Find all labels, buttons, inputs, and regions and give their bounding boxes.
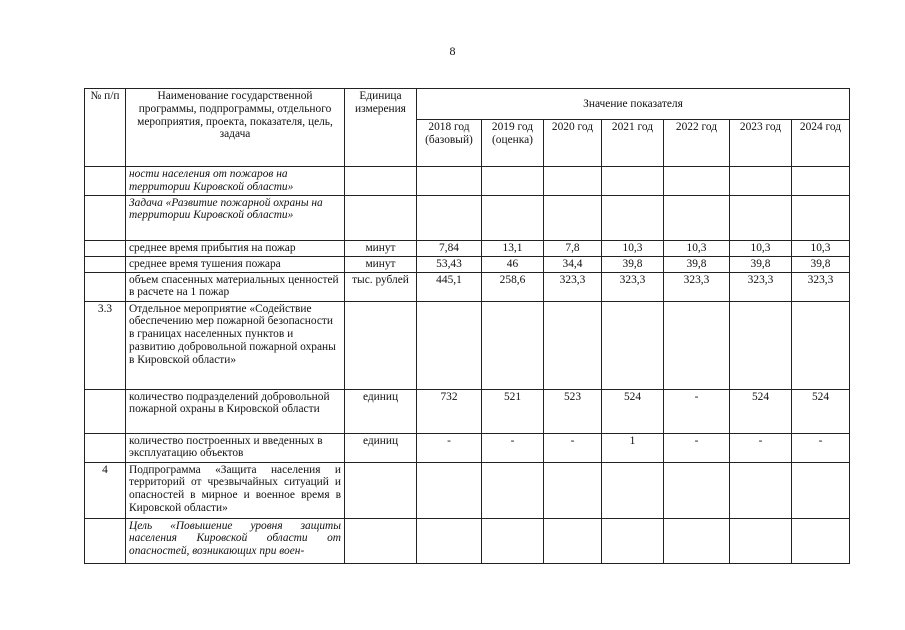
header-year: 2022 год [664, 120, 730, 167]
header-year: 2024 год [792, 120, 850, 167]
row-name: объем спасенных материальных ценностей в расчете на 1 пожар [126, 272, 345, 301]
row-value [792, 167, 850, 196]
table-row [85, 167, 850, 196]
row-value: 39,8 [730, 256, 792, 272]
row-name: ности населения от пожаров на территории Кировской области» [126, 167, 345, 196]
row-value: 323,3 [602, 272, 664, 301]
row-value: - [730, 433, 792, 462]
header-year: 2019 год (оценка) [482, 120, 544, 167]
row-value: 39,8 [792, 256, 850, 272]
row-value: 7,8 [544, 240, 602, 256]
row-num: 4 [85, 462, 126, 518]
row-value [602, 518, 664, 563]
row-unit: минут [345, 256, 417, 272]
row-num [85, 256, 126, 272]
row-unit [345, 301, 417, 389]
row-value: 13,1 [482, 240, 544, 256]
row-value [544, 167, 602, 196]
row-value: 523 [544, 389, 602, 433]
row-unit: единиц [345, 433, 417, 462]
row-value [602, 462, 664, 518]
row-value [482, 462, 544, 518]
row-value [482, 195, 544, 240]
row-value [792, 462, 850, 518]
table-row [85, 462, 850, 518]
row-value [482, 301, 544, 389]
row-value [544, 518, 602, 563]
row-num [85, 167, 126, 196]
row-value: 323,3 [544, 272, 602, 301]
row-unit: тыс. рублей [345, 272, 417, 301]
row-value [544, 301, 602, 389]
row-value: 732 [417, 389, 482, 433]
row-name: Подпрограмма «Защита населения и территорий от чрезвычайных ситуаций и опасностей в мирное и военное время в Кировской области» [126, 462, 345, 518]
row-value [482, 518, 544, 563]
row-value: 524 [602, 389, 664, 433]
row-name: количество построенных и введенных в эксплуатацию объектов [126, 433, 345, 462]
row-name: Задача «Развитие пожарной охраны на территории Кировской области» [126, 195, 345, 240]
header-unit: Единица измерения [345, 89, 417, 167]
table-row [85, 195, 850, 240]
row-value [730, 301, 792, 389]
row-value: - [417, 433, 482, 462]
row-unit [345, 462, 417, 518]
row-num [85, 389, 126, 433]
row-value [417, 167, 482, 196]
row-value [602, 167, 664, 196]
row-name: среднее время тушения пожара [126, 256, 345, 272]
row-name: среднее время прибытия на пожар [126, 240, 345, 256]
row-value: 53,43 [417, 256, 482, 272]
row-value: 39,8 [664, 256, 730, 272]
row-value: 10,3 [602, 240, 664, 256]
row-unit: единиц [345, 389, 417, 433]
header-year: 2018 год (базовый) [417, 120, 482, 167]
table-row [85, 389, 850, 433]
header-num: № п/п [85, 89, 126, 167]
row-value: 524 [730, 389, 792, 433]
row-value: 323,3 [730, 272, 792, 301]
row-num [85, 240, 126, 256]
row-unit [345, 518, 417, 563]
table-row [85, 256, 850, 272]
row-value [664, 518, 730, 563]
table-row [85, 240, 850, 256]
table-row [85, 301, 850, 389]
indicators-table [84, 88, 850, 564]
row-value [482, 167, 544, 196]
row-value: 10,3 [792, 240, 850, 256]
header-name: Наименование государственной программы, подпрограммы, отдельного мероприятия, проекта, показателя, цель, задача [126, 89, 345, 167]
table-row [85, 433, 850, 462]
row-value: 7,84 [417, 240, 482, 256]
row-value [602, 195, 664, 240]
header-year: 2020 год [544, 120, 602, 167]
row-num [85, 272, 126, 301]
row-value: 39,8 [602, 256, 664, 272]
row-value: - [664, 389, 730, 433]
row-value: 10,3 [664, 240, 730, 256]
row-num [85, 518, 126, 563]
row-value [417, 518, 482, 563]
row-value: 34,4 [544, 256, 602, 272]
row-name: Отдельное мероприятие «Содействие обеспечению мер пожарной безопасности в границах населенных пунктов и развитию добровольной пожарной охраны в Кировской области» [126, 301, 345, 389]
page-number: 8 [449, 44, 456, 58]
table-row [85, 518, 850, 563]
row-value: - [544, 433, 602, 462]
row-num [85, 195, 126, 240]
row-name: количество подразделений добровольной пожарной охраны в Кировской области [126, 389, 345, 433]
row-value: 10,3 [730, 240, 792, 256]
row-value [417, 301, 482, 389]
row-value [730, 462, 792, 518]
row-name: Цель «Повышение уровня защиты населения Кировской области от опасностей, возникающих при воен- [126, 518, 345, 563]
row-value [544, 195, 602, 240]
row-unit [345, 167, 417, 196]
row-unit [345, 195, 417, 240]
row-value: 1 [602, 433, 664, 462]
row-value: 46 [482, 256, 544, 272]
row-value [544, 462, 602, 518]
header-year: 2023 год [730, 120, 792, 167]
row-value: 445,1 [417, 272, 482, 301]
row-value: 258,6 [482, 272, 544, 301]
row-value [792, 301, 850, 389]
row-value [664, 167, 730, 196]
row-value [730, 167, 792, 196]
table-header-row [85, 89, 850, 120]
row-value [417, 195, 482, 240]
row-value: - [792, 433, 850, 462]
row-value [602, 301, 664, 389]
row-value [730, 518, 792, 563]
row-value [664, 301, 730, 389]
row-value [792, 195, 850, 240]
row-value [730, 195, 792, 240]
table-row [85, 272, 850, 301]
row-value: 323,3 [664, 272, 730, 301]
row-value: 524 [792, 389, 850, 433]
header-year: 2021 год [602, 120, 664, 167]
row-num [85, 433, 126, 462]
row-value: - [482, 433, 544, 462]
row-unit: минут [345, 240, 417, 256]
row-value: 521 [482, 389, 544, 433]
row-value: 323,3 [792, 272, 850, 301]
row-value [792, 518, 850, 563]
row-value [664, 195, 730, 240]
row-value: - [664, 433, 730, 462]
row-num: 3.3 [85, 301, 126, 389]
header-indicator-group: Значение показателя [417, 89, 850, 120]
row-value [664, 462, 730, 518]
row-value [417, 462, 482, 518]
